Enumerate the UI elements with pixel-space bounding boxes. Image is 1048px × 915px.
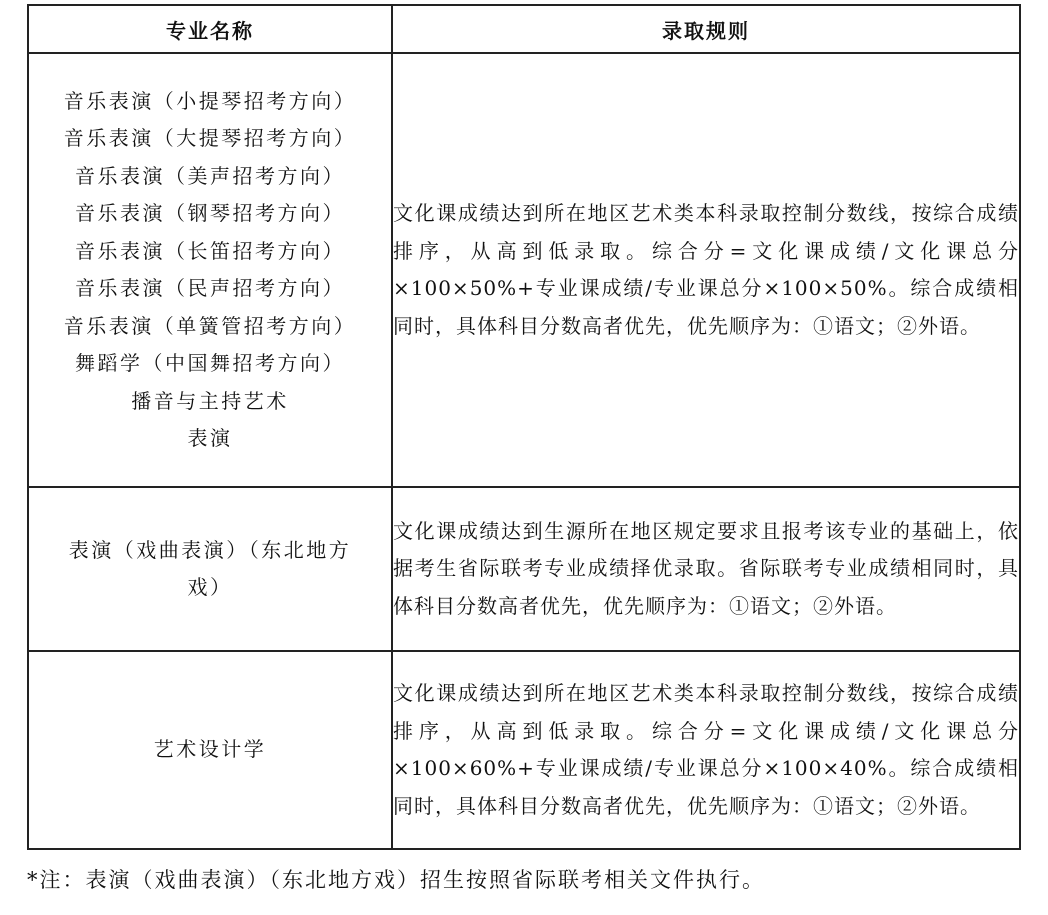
header-major-name: 专业名称 — [28, 5, 392, 53]
major-name: 音乐表演（美声招考方向） — [75, 163, 345, 188]
major-name: 音乐表演（民声招考方向） — [75, 276, 345, 300]
table-row — [28, 651, 1020, 849]
major-name: 舞蹈学（中国舞招考方向） — [75, 351, 345, 375]
major-name: 艺术设计学 — [153, 737, 267, 762]
major-name: 音乐表演（钢琴招考方向） — [75, 201, 345, 225]
admission-rule-cell: 文化课成绩达到生源所在地区规定要求且报考该专业的基础上，依据考生省际联考专业成绩择优录取。省际联考专业成绩相同时，具体科目分数高者优先，优先顺序为：①语文；②外语。 — [392, 487, 1020, 651]
admission-rule-cell: 文化课成绩达到所在地区艺术类本科录取控制分数线，按综合成绩排序，从高到低录取。综合分=文化课成绩/文化课总分×100×60%+专业课成绩/专业课总分×100×40%。综合成绩相同时，具体科目分数高者优先，优先顺序为：①语文；②外语。 — [392, 651, 1020, 849]
major-name: 音乐表演（长笛招考方向） — [75, 238, 345, 263]
major-name: 播音与主持艺术 — [131, 388, 289, 413]
admission-rule-cell: 文化课成绩达到所在地区艺术类本科录取控制分数线，按综合成绩排序，从高到低录取。综合分=文化课成绩/文化课总分×100×50%+专业课成绩/专业课总分×100×50%。综合成绩相同时，具体科目分数高者优先，优先顺序为：①语文；②外语。 — [392, 53, 1020, 487]
major-name: 音乐表演（小提琴招考方向） — [63, 88, 357, 113]
major-name: 表演 — [187, 426, 233, 450]
major-name: 戏） — [187, 575, 233, 599]
table-row — [28, 53, 1020, 487]
table-row — [28, 487, 1020, 651]
major-name: 音乐表演（大提琴招考方向） — [63, 126, 357, 150]
major-name: 表演（戏曲表演）（东北地方 — [68, 537, 352, 562]
major-name-cell — [28, 651, 392, 849]
admission-rules-table — [27, 4, 1021, 850]
header-admission-rule: 录取规则 — [392, 5, 1020, 53]
major-name-cell — [28, 53, 392, 487]
footnote: *注：表演（戏曲表演）（东北地方戏）招生按照省际联考相关文件执行。 — [27, 868, 765, 892]
major-name-cell — [28, 487, 392, 651]
table-header-row — [28, 5, 1020, 53]
major-name: 音乐表演（单簧管招考方向） — [63, 313, 357, 338]
